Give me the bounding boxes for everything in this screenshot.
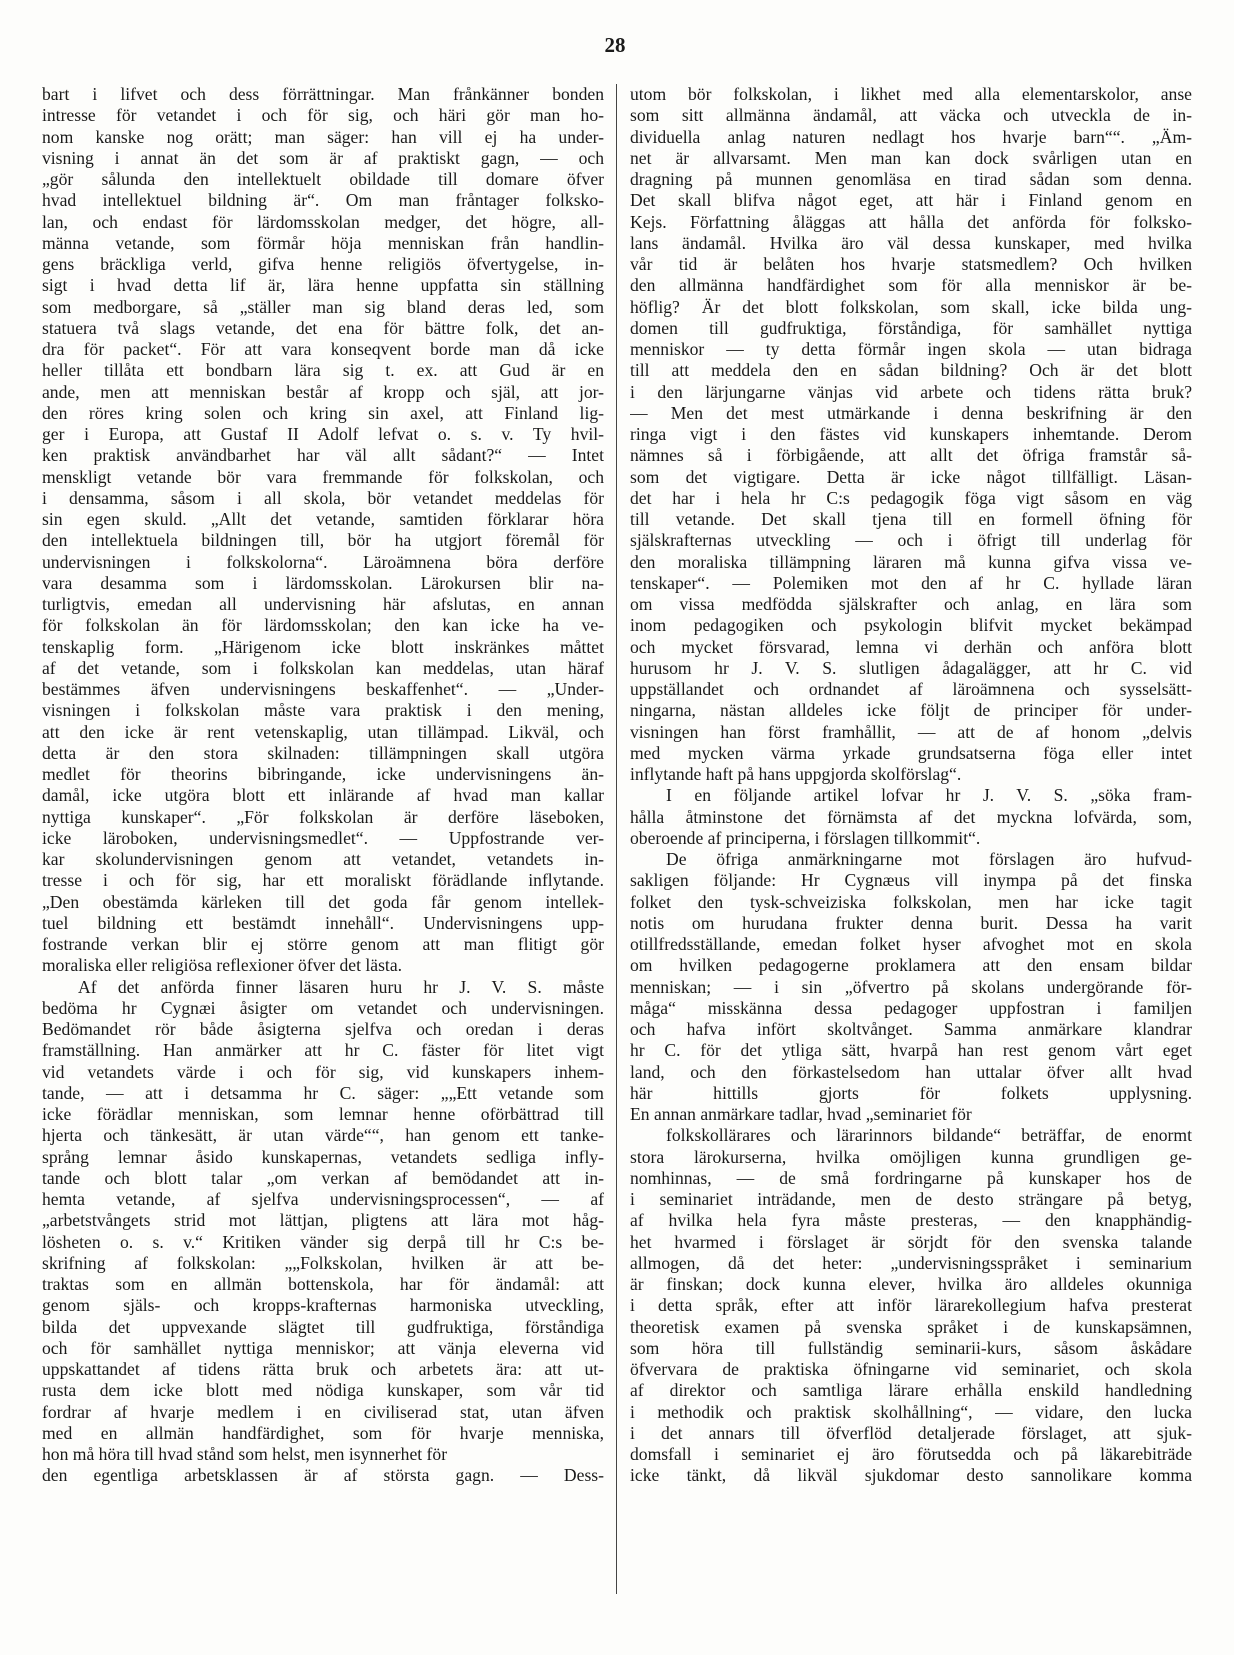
text-line: i seminariet inträdande, men de desto strängare på betyg,	[630, 1189, 1192, 1209]
text-line: icke tänkt, då likväl sjukdomar desto sannolikare komma	[630, 1465, 1192, 1486]
text-line: som det vigtigare. Detta är icke något tillfälligt. Läsan-	[630, 466, 1192, 487]
text-line: — Men det mest utmärkande i denna beskrifning är den	[630, 402, 1192, 423]
text-line: oberoende af principerna, i förslagen tillkommit“.	[630, 827, 981, 848]
text-line: det har i hela hr C:s pedagogik föga vigt såsom en väg	[630, 487, 1192, 508]
text-line: som medborgare, så „ställer man sig bland deras led, som	[42, 296, 604, 317]
text-line: själskrafternas utveckling — och i öfrigt till underlag för	[630, 530, 1192, 551]
text-line: notis om hurudana frukter denna burit. Dessa ha varit	[630, 912, 1192, 933]
text-line: menniskor — ty detta förmår ingen skola — utan bidraga	[630, 339, 1192, 359]
text-line: lan, och endast för lärdomsskolan medger, det högre, all-	[42, 211, 604, 232]
text-line: moraliska eller religiösa reflexioner öfver det lästa.	[42, 955, 403, 976]
text-line: De öfriga anmärkningarne mot förslagen äro hufvud-	[666, 849, 1192, 869]
text-line: gens bräckliga verld, gifva henne religiös öfvertygelse, in-	[42, 254, 604, 274]
text-line: tande och blott talar „om verkan af bemödandet att in-	[42, 1167, 604, 1188]
text-line: land, och den förkastelsedom han uttalar öfver allt hvad	[630, 1061, 1192, 1082]
text-line: i detta språk, efter att inför lärarekollegium hafva presterat	[630, 1295, 1192, 1316]
text-line: nyttiga kunskaper“. „För folkskolan är derföre läseboken,	[42, 806, 604, 827]
text-line: menniskan; — i sin „öfvertro på skolans undergörande för-	[630, 976, 1192, 997]
text-line: net är allvarsamt. Men man kan dock svårligen utan en	[630, 147, 1192, 168]
text-line: i den lärjungarne vänjas vid arbete och tidens rätta bruk?	[630, 381, 1192, 402]
text-line: tenskaper“. — Polemiken mot den af hr C. hyllade läran	[630, 572, 1192, 593]
text-line: folket den tysk-schveiziska folkskolan, men har icke tagit	[630, 891, 1192, 912]
text-line: medlet för theorins bibringande, icke undervisningens än-	[42, 764, 604, 784]
text-line: af hvilka hela fyra måste presteras, — den knapphändig-	[630, 1210, 1192, 1231]
text-line: här hittills gjorts för folkets upplysning.	[630, 1082, 1192, 1103]
text-line: hvad intellektuel bildning är“. Om man fråntager folksko-	[42, 190, 604, 211]
text-line: ningarna, nästan alldeles icke följt de principer för under-	[630, 700, 1192, 721]
text-line: nomhinnas, — de små fordringarne på kunskaper hos de	[630, 1167, 1192, 1188]
text-line: ande, men att menniskan består af kropp och själ, att jor-	[42, 381, 604, 402]
text-line: inflytande haft på hans uppgjorda skolförslag“.	[630, 764, 962, 784]
text-line: domen till gudfruktiga, förståndiga, för samhället nyttiga	[630, 317, 1192, 338]
text-line: bilda det uppvexande slägtet till gudfruktiga, förståndiga	[42, 1316, 604, 1337]
text-line: den allmänna handfärdighet som för alla menniskor är be-	[630, 275, 1192, 296]
text-line: den intellektuela bildningen till, bör ha utgjort föremål för	[42, 530, 604, 551]
text-line: inom pedagogiken och psykologin blifvit mycket bekämpad	[630, 615, 1192, 636]
text-line: måga“ misskänna dessa pedagoger uppfostran i familjen	[630, 997, 1192, 1018]
text-line: nom kanske nog orätt; man säger: han vill ej ha under-	[42, 126, 604, 147]
text-line: sigt i hvad detta lif är, lära henne uppfatta sin ställning	[42, 275, 604, 296]
text-line: tenskaplig form. „Härigenom icke blott inskränkes måttet	[42, 636, 604, 657]
text-line: icke läroboken, undervisningsmedlet“. — Uppfostrande ver-	[42, 827, 604, 848]
text-line: öfvervara de praktiska öfningarne vid seminariet, och skola	[630, 1359, 1192, 1379]
text-line: utom bör folkskolan, i likhet med alla elementarskolor, anse	[630, 84, 1192, 104]
text-line: turligtvis, emedan all undervisning här afslutas, en annan	[42, 594, 604, 614]
text-line: Kejs. Författning åläggas att hålla det anförda för folksko-	[630, 211, 1192, 232]
text-line: och mycket försvarad, lemna vi derhän och anföra blott	[630, 636, 1192, 657]
text-line: med en allmän handfärdighet, som för hvarje menniska,	[42, 1422, 604, 1443]
text-line: intresse för vetandet i och för sig, och häri gör man ho-	[42, 105, 604, 126]
text-line: den röres kring solen och kring sin axel, att Finland lig-	[42, 402, 604, 423]
text-line: damål, icke utgöra blott ett inlärande af hvad man kallar	[42, 785, 604, 806]
text-line: Bedömandet rör både åsigterna sjelfva och oredan i deras	[42, 1019, 604, 1039]
text-line: skrifning af folkskolan: „„Folkskolan, hvilken är att be-	[42, 1252, 604, 1273]
text-line: fordrar af hvarje medlem i en civiliserad stat, utan äfven	[42, 1401, 604, 1422]
text-line: i methodik och praktisk skolhållning“, — vidare, den lucka	[630, 1401, 1192, 1422]
text-line: bedöma hr Cygnæi åsigter om vetandet och undervisningen.	[42, 997, 604, 1018]
text-line: för folkskolan än för lärdomsskolan; den kan icke ha ve-	[42, 615, 604, 636]
text-line: den moraliska tillämpning läraren må kunna gifva vissa ve-	[630, 551, 1192, 572]
text-line: bart i lifvet och dess förrättningar. Man frånkänner bonden	[42, 84, 604, 104]
text-line: icke förädlar menniskan, som lemnar henne oförbättrad till	[42, 1104, 604, 1124]
text-line: dividuella anlag naturen nedlagt hos hvarje barn““. „Äm-	[630, 126, 1192, 147]
text-line: stora lärokurserna, hvilka omöjligen kunna grundligen ge-	[630, 1146, 1192, 1167]
text-line: kar skolundervisningen genom att vetandet, vetandets in-	[42, 849, 604, 869]
text-line: fostrande verkan blir ej större genom att man flitigt gör	[42, 934, 604, 954]
text-line: uppskattandet af tidens rätta bruk och arbetets ära: att ut-	[42, 1359, 604, 1379]
text-line: otillfredsställande, emedan folket hyser afvoghet mot en skola	[630, 934, 1192, 954]
text-line: och hafva infört skoltvånget. Samma anmärkare klandrar	[630, 1019, 1192, 1039]
text-line: männa vetande, som förmår höja menniskan från handlin-	[42, 232, 604, 253]
page-number: 28	[604, 33, 626, 57]
text-line: om vissa medfödda själskrafter och anlag, en lära som	[630, 594, 1192, 614]
text-line: undervisningen i folkskolorna“. Läroämnena böra derföre	[42, 551, 604, 572]
text-line: Det skall blifva något eget, att här i Finland genom en	[630, 190, 1192, 211]
text-line: folkskollärares och lärarinnors bildande“ beträffar, de enormt	[666, 1125, 1192, 1146]
text-line: i det annars till öfverflöd detaljerade förslaget, att sjuk-	[630, 1422, 1192, 1443]
text-line: sakligen följande: Hr Cygnæus vill inympa på det finska	[630, 870, 1192, 891]
text-line: dragning på munnen genomläsa en tirad sådan som denna.	[630, 169, 1192, 189]
text-line: En annan anmärkare tadlar, hvad „seminariet för	[630, 1104, 972, 1124]
text-line: i densamma, såsom i all skola, bör vetandet meddelas för	[42, 487, 604, 508]
text-line: hålla åtminstone det förnämsta af det myckna lofvärda, som,	[630, 806, 1192, 827]
text-line: lans ändamål. Hvilka äro väl dessa kunskaper, med hvilka	[630, 232, 1192, 253]
text-line: hjerta och tänkesätt, är utan värde““, han genom ett tanke-	[42, 1125, 604, 1146]
text-line: är finskan; dock kunna elever, hvilka äro alldeles okunniga	[630, 1274, 1192, 1294]
text-line: „arbetstvångets strid mot lättjan, pligtens att lära mot håg-	[42, 1210, 604, 1231]
text-line: menskligt vetande bör vara fremmande för folkskolan, och	[42, 466, 604, 487]
text-line: tande, — att i detsamma hr C. säger: „„Ett vetande som	[42, 1082, 604, 1103]
text-line: domsfall i seminariet ej äro förutsedda och på läkarebiträde	[630, 1444, 1192, 1464]
text-line: theoretisk examen på svenska språket i de kunskapsämnen,	[630, 1316, 1192, 1337]
text-line: tresse i och för sig, har ett moraliskt förädlande inflytande.	[42, 870, 604, 891]
text-line: hon må höra till hvad stånd som helst, men isynnerhet för	[42, 1444, 448, 1464]
text-line: uppställandet och ordnandet af läroämnena och sysselsätt-	[630, 679, 1192, 699]
text-line: om hvilken pedagogerne proklamera att den ensam bildar	[630, 955, 1192, 976]
text-line: dra för packet“. För att vara konseqvent borde man då icke	[42, 339, 604, 359]
text-line: nämnes så i förbigående, att allt det öfriga framstår så-	[630, 445, 1192, 466]
text-line: visningen han först framhållit, — att de af honom „delvis	[630, 721, 1192, 742]
text-line: statuera två slags vetande, det ena för bättre folk, det an-	[42, 317, 604, 338]
text-line: med mycken värma yrkade grundsatserna föga eller intet	[630, 742, 1192, 763]
text-line: traktas som en allmän bottenskola, har för ändamål: att	[42, 1274, 604, 1294]
text-line: rusta dem icke blott med nödiga kunskaper, som vår tid	[42, 1380, 604, 1401]
text-line: bestämmes äfven undervisningens beskaffenhet“. — „Under-	[42, 679, 604, 699]
text-line: vid vetandets värde i och för sig, vid kunskapers inhem-	[42, 1061, 604, 1082]
left-text-column	[42, 84, 604, 1487]
text-line: höflig? Är det blott folkskolan, som skall, icke bilda ung-	[630, 296, 1192, 317]
text-line: vara desamma som i lärdomsskolan. Lärokursen blir na-	[42, 572, 604, 593]
text-line: den egentliga arbetsklassen är af största gagn. — Dess-	[42, 1465, 604, 1486]
text-line: hr C. för det ytliga sätt, hvarpå han rest genom vårt eget	[630, 1040, 1192, 1061]
text-line: visning i annat än det som är af praktiskt gagn, — och	[42, 147, 604, 168]
text-line: af det vetande, som i folkskolan kan meddelas, utan häraf	[42, 657, 604, 678]
text-line: af direktor och samtliga lärare erhålla enskild handledning	[630, 1380, 1192, 1401]
text-line: ken praktisk användbarhet har väl allt sådant?“ — Intet	[42, 445, 604, 466]
text-line: Af det anförda finner läsaren huru hr J. V. S. måste	[78, 976, 604, 997]
text-line: ringa vigt i den fästes vid kunskapers inhemtande. Derom	[630, 424, 1192, 444]
text-line: detta är den stora skilnaden: tillämpningen skall utgöra	[42, 742, 604, 763]
right-text-column	[630, 84, 1192, 1487]
text-line: språng lemnar åsido kunskapernas, vetandets sedliga infly-	[42, 1146, 604, 1167]
text-line: heller tillåta ett bondbarn lära sig t. ex. att Gud är en	[42, 360, 604, 381]
text-line: allmogen, då det heter: „undervisningsspråket i seminarium	[630, 1252, 1192, 1273]
text-line: „Den obestämda kärleken till det goda får genom intellek-	[42, 891, 604, 912]
text-line: vår tid är belåten hos hvarje statsmedlem? Och hvilken	[630, 254, 1192, 274]
text-line: hurusom hr J. V. S. slutligen ådagalägger, att hr C. vid	[630, 657, 1192, 678]
text-line: visningen i folkskolan måste vara praktisk i den mening,	[42, 700, 604, 721]
text-line: het hvarmed i förslaget är sörjdt för den svenska talande	[630, 1231, 1192, 1252]
text-line: till vetande. Det skall tjena till en formell öfning för	[630, 509, 1192, 529]
text-line: lösheten o. s. v.“ Kritiken vänder sig derpå till hr C:s be-	[42, 1231, 604, 1252]
text-line: och för samhället nyttiga menniskor; att vänja eleverna vid	[42, 1337, 604, 1358]
text-line: genom själs- och kropps-krafternas harmoniska utveckling,	[42, 1295, 604, 1316]
text-line: sin egen skuld. „Allt det vetande, samtiden förklarar höra	[42, 509, 604, 529]
text-line: hemta vetande, af sjelfva undervisningsprocessen“, — af	[42, 1189, 604, 1209]
text-line: I en följande artikel lofvar hr J. V. S. „söka fram-	[666, 785, 1192, 806]
text-line: som sitt allmänna ändamål, att väcka och utveckla de in-	[630, 105, 1192, 126]
text-line: att den icke är rent vetenskaplig, utan tillämpad. Likväl, och	[42, 721, 604, 742]
text-line: som höra till fullständig seminarii-kurs, såsom åskådare	[630, 1337, 1192, 1358]
column-divider	[616, 84, 617, 1594]
text-line: tuel bildning ett bestämdt innehåll“. Undervisningens upp-	[42, 912, 604, 933]
text-line: till att meddela den en sådan bildning? Och är det blott	[630, 360, 1192, 381]
text-line: ger i Europa, att Gustaf II Adolf lefvat o. s. v. Ty hvil-	[42, 424, 604, 444]
text-line: framställning. Han anmärker att hr C. fäster för litet vigt	[42, 1040, 604, 1061]
text-line: „gör sålunda den intellektuelt obildade till domare öfver	[42, 169, 604, 189]
